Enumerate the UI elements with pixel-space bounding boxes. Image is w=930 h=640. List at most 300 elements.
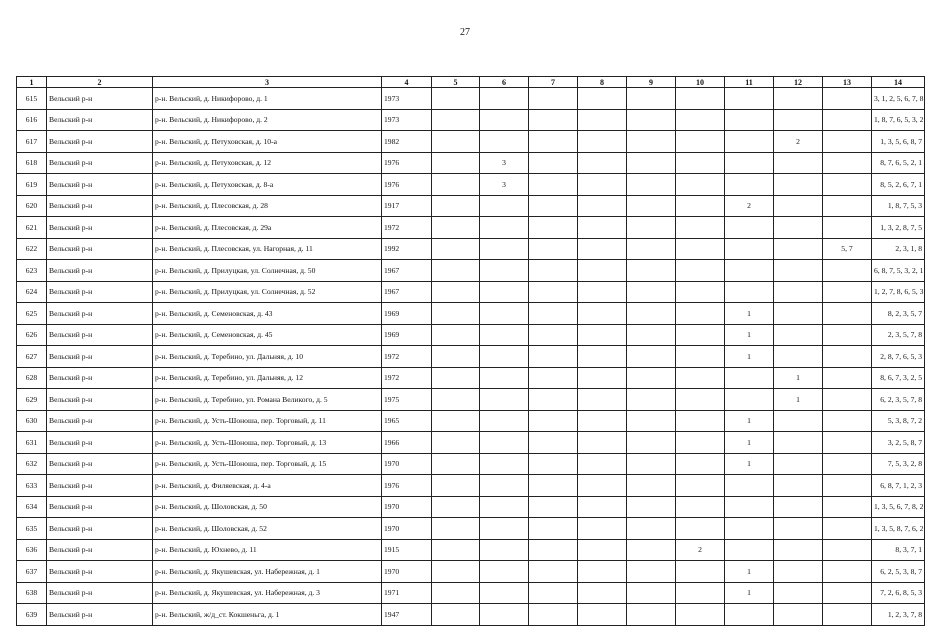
row-number-cell: 638 bbox=[17, 582, 47, 604]
col8-cell bbox=[578, 432, 627, 454]
col11-cell bbox=[725, 152, 774, 174]
col10-cell bbox=[676, 174, 725, 196]
col10-cell bbox=[676, 604, 725, 626]
column-header-7: 7 bbox=[529, 77, 578, 88]
col5-cell bbox=[432, 367, 480, 389]
col6-cell bbox=[480, 109, 529, 131]
col5-cell bbox=[432, 604, 480, 626]
col14-cell: 5, 3, 8, 7, 2 bbox=[872, 410, 925, 432]
col6-cell bbox=[480, 582, 529, 604]
col9-cell bbox=[627, 582, 676, 604]
district-cell: Вельский р-н bbox=[47, 432, 153, 454]
col13-cell bbox=[823, 367, 872, 389]
col10-cell bbox=[676, 518, 725, 540]
year-cell: 1976 bbox=[382, 475, 432, 497]
table-row bbox=[17, 152, 925, 174]
year-cell: 1970 bbox=[382, 518, 432, 540]
col5-cell bbox=[432, 432, 480, 454]
district-cell: Вельский р-н bbox=[47, 367, 153, 389]
col13-cell bbox=[823, 281, 872, 303]
col6-cell bbox=[480, 453, 529, 475]
col13-cell bbox=[823, 582, 872, 604]
col11-cell: 2 bbox=[725, 195, 774, 217]
col10-cell bbox=[676, 432, 725, 454]
col6-cell bbox=[480, 88, 529, 110]
col7-cell bbox=[529, 324, 578, 346]
district-cell: Вельский р-н bbox=[47, 281, 153, 303]
row-number-cell: 621 bbox=[17, 217, 47, 239]
row-number-cell: 627 bbox=[17, 346, 47, 368]
col11-cell bbox=[725, 174, 774, 196]
col7-cell bbox=[529, 518, 578, 540]
col11-cell bbox=[725, 604, 774, 626]
year-cell: 1969 bbox=[382, 303, 432, 325]
col11-cell bbox=[725, 109, 774, 131]
col7-cell bbox=[529, 367, 578, 389]
col5-cell bbox=[432, 281, 480, 303]
col6-cell bbox=[480, 604, 529, 626]
col12-cell bbox=[774, 346, 823, 368]
column-header-5: 5 bbox=[432, 77, 480, 88]
col8-cell bbox=[578, 152, 627, 174]
year-cell: 1975 bbox=[382, 389, 432, 411]
table-row bbox=[17, 496, 925, 518]
col7-cell bbox=[529, 582, 578, 604]
col5-cell bbox=[432, 539, 480, 561]
col14-cell: 8, 2, 3, 5, 7 bbox=[872, 303, 925, 325]
address-cell: р-н. Вельский, д. Якушевская, ул. Набережная, д. 3 bbox=[153, 582, 382, 604]
year-cell: 1972 bbox=[382, 367, 432, 389]
row-number-cell: 625 bbox=[17, 303, 47, 325]
col6-cell bbox=[480, 432, 529, 454]
year-cell: 1972 bbox=[382, 346, 432, 368]
col8-cell bbox=[578, 346, 627, 368]
col5-cell bbox=[432, 561, 480, 583]
column-header-8: 8 bbox=[578, 77, 627, 88]
column-header-6: 6 bbox=[480, 77, 529, 88]
row-number-cell: 615 bbox=[17, 88, 47, 110]
row-number-cell: 626 bbox=[17, 324, 47, 346]
address-cell: р-н. Вельский, д. Петуховская, д. 10-а bbox=[153, 131, 382, 153]
district-cell: Вельский р-н bbox=[47, 238, 153, 260]
district-cell: Вельский р-н bbox=[47, 260, 153, 282]
year-cell: 1967 bbox=[382, 281, 432, 303]
col5-cell bbox=[432, 346, 480, 368]
year-cell: 1971 bbox=[382, 582, 432, 604]
col6-cell bbox=[480, 217, 529, 239]
col12-cell: 1 bbox=[774, 367, 823, 389]
col7-cell bbox=[529, 238, 578, 260]
col14-cell: 6, 2, 5, 3, 8, 7 bbox=[872, 561, 925, 583]
col11-cell: 1 bbox=[725, 324, 774, 346]
address-cell: р-н. Вельский, д. Семеновская, д. 43 bbox=[153, 303, 382, 325]
col14-cell: 1, 2, 7, 8, 6, 5, 3 bbox=[872, 281, 925, 303]
col10-cell bbox=[676, 453, 725, 475]
col12-cell bbox=[774, 539, 823, 561]
col5-cell bbox=[432, 238, 480, 260]
col11-cell bbox=[725, 217, 774, 239]
registry-table-wrapper bbox=[16, 76, 924, 640]
col8-cell bbox=[578, 260, 627, 282]
table-row bbox=[17, 131, 925, 153]
district-cell: Вельский р-н bbox=[47, 496, 153, 518]
col14-cell: 6, 2, 3, 5, 7, 8 bbox=[872, 389, 925, 411]
col7-cell bbox=[529, 410, 578, 432]
col12-cell bbox=[774, 582, 823, 604]
col9-cell bbox=[627, 367, 676, 389]
address-cell: р-н. Вельский, ж/д_ст. Кокшеньга, д. 1 bbox=[153, 604, 382, 626]
col7-cell bbox=[529, 432, 578, 454]
table-row bbox=[17, 518, 925, 540]
col13-cell bbox=[823, 260, 872, 282]
address-cell: р-н. Вельский, д. Теребино, ул. Дальняя, д. 12 bbox=[153, 367, 382, 389]
year-cell: 1967 bbox=[382, 260, 432, 282]
col9-cell bbox=[627, 539, 676, 561]
col12-cell bbox=[774, 561, 823, 583]
col8-cell bbox=[578, 131, 627, 153]
col13-cell bbox=[823, 195, 872, 217]
col7-cell bbox=[529, 346, 578, 368]
col6-cell bbox=[480, 303, 529, 325]
col7-cell bbox=[529, 475, 578, 497]
col7-cell bbox=[529, 496, 578, 518]
col6-cell bbox=[480, 539, 529, 561]
col5-cell bbox=[432, 303, 480, 325]
col6-cell bbox=[480, 496, 529, 518]
col6-cell bbox=[480, 367, 529, 389]
col10-cell bbox=[676, 260, 725, 282]
col10-cell bbox=[676, 88, 725, 110]
col8-cell bbox=[578, 410, 627, 432]
col11-cell: 1 bbox=[725, 582, 774, 604]
district-cell: Вельский р-н bbox=[47, 410, 153, 432]
address-cell: р-н. Вельский, д. Юхнево, д. 11 bbox=[153, 539, 382, 561]
column-header-13: 13 bbox=[823, 77, 872, 88]
col12-cell bbox=[774, 324, 823, 346]
col5-cell bbox=[432, 260, 480, 282]
col6-cell bbox=[480, 324, 529, 346]
col13-cell bbox=[823, 432, 872, 454]
col7-cell bbox=[529, 389, 578, 411]
table-row bbox=[17, 88, 925, 110]
col12-cell bbox=[774, 281, 823, 303]
col13-cell bbox=[823, 453, 872, 475]
col14-cell: 2, 3, 1, 8 bbox=[872, 238, 925, 260]
col6-cell bbox=[480, 238, 529, 260]
col10-cell bbox=[676, 324, 725, 346]
col9-cell bbox=[627, 109, 676, 131]
col8-cell bbox=[578, 604, 627, 626]
col14-cell: 8, 3, 7, 1 bbox=[872, 539, 925, 561]
col6-cell bbox=[480, 518, 529, 540]
col10-cell bbox=[676, 496, 725, 518]
district-cell: Вельский р-н bbox=[47, 389, 153, 411]
col11-cell: 1 bbox=[725, 453, 774, 475]
col8-cell bbox=[578, 582, 627, 604]
col7-cell bbox=[529, 131, 578, 153]
year-cell: 1969 bbox=[382, 324, 432, 346]
column-header-11: 11 bbox=[725, 77, 774, 88]
col13-cell bbox=[823, 604, 872, 626]
col7-cell bbox=[529, 174, 578, 196]
row-number-cell: 637 bbox=[17, 561, 47, 583]
col12-cell bbox=[774, 475, 823, 497]
year-cell: 1915 bbox=[382, 539, 432, 561]
table-row bbox=[17, 582, 925, 604]
address-cell: р-н. Вельский, д. Усть-Шоноша, пер. Торговый, д. 15 bbox=[153, 453, 382, 475]
col7-cell bbox=[529, 281, 578, 303]
col12-cell bbox=[774, 109, 823, 131]
col8-cell bbox=[578, 367, 627, 389]
district-cell: Вельский р-н bbox=[47, 518, 153, 540]
row-number-cell: 616 bbox=[17, 109, 47, 131]
col11-cell bbox=[725, 260, 774, 282]
address-cell: р-н. Вельский, д. Плесовская, ул. Нагорная, д. 11 bbox=[153, 238, 382, 260]
col6-cell bbox=[480, 131, 529, 153]
col14-cell: 6, 8, 7, 5, 3, 2, 1 bbox=[872, 260, 925, 282]
page-number: 27 bbox=[460, 27, 470, 38]
table-row bbox=[17, 539, 925, 561]
col11-cell bbox=[725, 88, 774, 110]
col14-cell: 1, 3, 5, 6, 8, 7 bbox=[872, 131, 925, 153]
col9-cell bbox=[627, 604, 676, 626]
address-cell: р-н. Вельский, д. Семеновская, д. 45 bbox=[153, 324, 382, 346]
col7-cell bbox=[529, 109, 578, 131]
col10-cell bbox=[676, 475, 725, 497]
col8-cell bbox=[578, 561, 627, 583]
col6-cell bbox=[480, 475, 529, 497]
table-row bbox=[17, 432, 925, 454]
column-header-3: 3 bbox=[153, 77, 382, 88]
district-cell: Вельский р-н bbox=[47, 604, 153, 626]
district-cell: Вельский р-н bbox=[47, 217, 153, 239]
col13-cell bbox=[823, 174, 872, 196]
row-number-cell: 624 bbox=[17, 281, 47, 303]
col10-cell bbox=[676, 582, 725, 604]
col8-cell bbox=[578, 303, 627, 325]
row-number-cell: 618 bbox=[17, 152, 47, 174]
district-cell: Вельский р-н bbox=[47, 539, 153, 561]
col5-cell bbox=[432, 195, 480, 217]
col9-cell bbox=[627, 281, 676, 303]
address-cell: р-н. Вельский, д. Якушевская, ул. Набережная, д. 1 bbox=[153, 561, 382, 583]
col14-cell: 8, 5, 2, 6, 7, 1 bbox=[872, 174, 925, 196]
column-header-2: 2 bbox=[47, 77, 153, 88]
table-header bbox=[17, 77, 925, 88]
col13-cell bbox=[823, 217, 872, 239]
col11-cell bbox=[725, 238, 774, 260]
col12-cell bbox=[774, 604, 823, 626]
col9-cell bbox=[627, 174, 676, 196]
col13-cell bbox=[823, 539, 872, 561]
col8-cell bbox=[578, 88, 627, 110]
col12-cell bbox=[774, 518, 823, 540]
table-row bbox=[17, 453, 925, 475]
col11-cell bbox=[725, 496, 774, 518]
col5-cell bbox=[432, 174, 480, 196]
row-number-cell: 631 bbox=[17, 432, 47, 454]
col14-cell: 7, 5, 3, 2, 8 bbox=[872, 453, 925, 475]
col8-cell bbox=[578, 539, 627, 561]
col13-cell bbox=[823, 152, 872, 174]
col7-cell bbox=[529, 88, 578, 110]
col10-cell bbox=[676, 389, 725, 411]
col9-cell bbox=[627, 238, 676, 260]
address-cell: р-н. Вельский, д. Усть-Шоноша, пер. Торговый, д. 11 bbox=[153, 410, 382, 432]
table-body bbox=[17, 88, 925, 626]
col12-cell bbox=[774, 432, 823, 454]
col9-cell bbox=[627, 88, 676, 110]
address-cell: р-н. Вельский, д. Прилуцкая, ул. Солнечная, д. 52 bbox=[153, 281, 382, 303]
address-cell: р-н. Вельский, д. Шоловская, д. 50 bbox=[153, 496, 382, 518]
col11-cell: 1 bbox=[725, 561, 774, 583]
district-cell: Вельский р-н bbox=[47, 109, 153, 131]
col10-cell bbox=[676, 367, 725, 389]
col7-cell bbox=[529, 152, 578, 174]
year-cell: 1970 bbox=[382, 561, 432, 583]
col13-cell bbox=[823, 131, 872, 153]
address-cell: р-н. Вельский, д. Теребино, ул. Дальняя, д. 10 bbox=[153, 346, 382, 368]
col12-cell bbox=[774, 217, 823, 239]
col14-cell: 7, 2, 6, 8, 5, 3 bbox=[872, 582, 925, 604]
col9-cell bbox=[627, 453, 676, 475]
district-cell: Вельский р-н bbox=[47, 346, 153, 368]
table-row bbox=[17, 367, 925, 389]
column-header-1: 1 bbox=[17, 77, 47, 88]
col14-cell: 2, 8, 7, 6, 5, 3 bbox=[872, 346, 925, 368]
col10-cell bbox=[676, 238, 725, 260]
district-cell: Вельский р-н bbox=[47, 174, 153, 196]
row-number-cell: 619 bbox=[17, 174, 47, 196]
district-cell: Вельский р-н bbox=[47, 88, 153, 110]
col14-cell: 1, 3, 2, 8, 7, 5 bbox=[872, 217, 925, 239]
year-cell: 1966 bbox=[382, 432, 432, 454]
table-row bbox=[17, 324, 925, 346]
row-number-cell: 633 bbox=[17, 475, 47, 497]
col10-cell bbox=[676, 281, 725, 303]
year-cell: 1973 bbox=[382, 88, 432, 110]
col13-cell bbox=[823, 389, 872, 411]
col13-cell bbox=[823, 303, 872, 325]
col8-cell bbox=[578, 475, 627, 497]
address-cell: р-н. Вельский, д. Прилуцкая, ул. Солнечная, д. 50 bbox=[153, 260, 382, 282]
row-number-cell: 636 bbox=[17, 539, 47, 561]
address-cell: р-н. Вельский, д. Никифорово, д. 2 bbox=[153, 109, 382, 131]
col13-cell bbox=[823, 324, 872, 346]
col10-cell bbox=[676, 561, 725, 583]
district-cell: Вельский р-н bbox=[47, 561, 153, 583]
table-row bbox=[17, 475, 925, 497]
table-row bbox=[17, 109, 925, 131]
col10-cell bbox=[676, 303, 725, 325]
col8-cell bbox=[578, 195, 627, 217]
col14-cell: 2, 3, 5, 7, 8 bbox=[872, 324, 925, 346]
col9-cell bbox=[627, 217, 676, 239]
registry-table bbox=[16, 76, 925, 626]
col13-cell bbox=[823, 518, 872, 540]
col10-cell bbox=[676, 346, 725, 368]
col8-cell bbox=[578, 174, 627, 196]
col8-cell bbox=[578, 453, 627, 475]
address-cell: р-н. Вельский, д. Петуховская, д. 8-а bbox=[153, 174, 382, 196]
col12-cell bbox=[774, 88, 823, 110]
column-header-12: 12 bbox=[774, 77, 823, 88]
col12-cell: 2 bbox=[774, 131, 823, 153]
table-row bbox=[17, 195, 925, 217]
district-cell: Вельский р-н bbox=[47, 453, 153, 475]
col8-cell bbox=[578, 496, 627, 518]
col5-cell bbox=[432, 496, 480, 518]
year-cell: 1970 bbox=[382, 453, 432, 475]
col12-cell bbox=[774, 410, 823, 432]
year-cell: 1973 bbox=[382, 109, 432, 131]
col9-cell bbox=[627, 324, 676, 346]
col13-cell bbox=[823, 88, 872, 110]
table-row bbox=[17, 238, 925, 260]
col11-cell: 1 bbox=[725, 410, 774, 432]
row-number-cell: 632 bbox=[17, 453, 47, 475]
col12-cell bbox=[774, 496, 823, 518]
table-row bbox=[17, 346, 925, 368]
col6-cell bbox=[480, 260, 529, 282]
col14-cell: 1, 3, 5, 6, 7, 8, 2 bbox=[872, 496, 925, 518]
address-cell: р-н. Вельский, д. Петуховская, д. 12 bbox=[153, 152, 382, 174]
row-number-cell: 635 bbox=[17, 518, 47, 540]
col7-cell bbox=[529, 217, 578, 239]
col7-cell bbox=[529, 561, 578, 583]
address-cell: р-н. Вельский, д. Шоловская, д. 52 bbox=[153, 518, 382, 540]
col10-cell bbox=[676, 217, 725, 239]
row-number-cell: 639 bbox=[17, 604, 47, 626]
table-row bbox=[17, 410, 925, 432]
col9-cell bbox=[627, 561, 676, 583]
col9-cell bbox=[627, 518, 676, 540]
col12-cell bbox=[774, 303, 823, 325]
year-cell: 1972 bbox=[382, 217, 432, 239]
col12-cell bbox=[774, 260, 823, 282]
row-number-cell: 622 bbox=[17, 238, 47, 260]
address-cell: р-н. Вельский, д. Плесовская, д. 29а bbox=[153, 217, 382, 239]
col8-cell bbox=[578, 238, 627, 260]
col12-cell bbox=[774, 152, 823, 174]
col5-cell bbox=[432, 217, 480, 239]
col5-cell bbox=[432, 453, 480, 475]
col9-cell bbox=[627, 131, 676, 153]
col7-cell bbox=[529, 260, 578, 282]
col8-cell bbox=[578, 389, 627, 411]
col10-cell bbox=[676, 195, 725, 217]
table-row bbox=[17, 303, 925, 325]
col11-cell bbox=[725, 281, 774, 303]
col9-cell bbox=[627, 432, 676, 454]
table-row bbox=[17, 174, 925, 196]
col5-cell bbox=[432, 389, 480, 411]
col12-cell bbox=[774, 174, 823, 196]
col8-cell bbox=[578, 217, 627, 239]
year-cell: 1982 bbox=[382, 131, 432, 153]
col9-cell bbox=[627, 303, 676, 325]
col13-cell bbox=[823, 109, 872, 131]
col10-cell bbox=[676, 131, 725, 153]
col14-cell: 3, 1, 2, 5, 6, 7, 8 bbox=[872, 88, 925, 110]
col11-cell: 1 bbox=[725, 346, 774, 368]
col12-cell bbox=[774, 195, 823, 217]
col11-cell: 1 bbox=[725, 303, 774, 325]
col9-cell bbox=[627, 260, 676, 282]
table-row bbox=[17, 389, 925, 411]
col5-cell bbox=[432, 152, 480, 174]
col13-cell bbox=[823, 496, 872, 518]
